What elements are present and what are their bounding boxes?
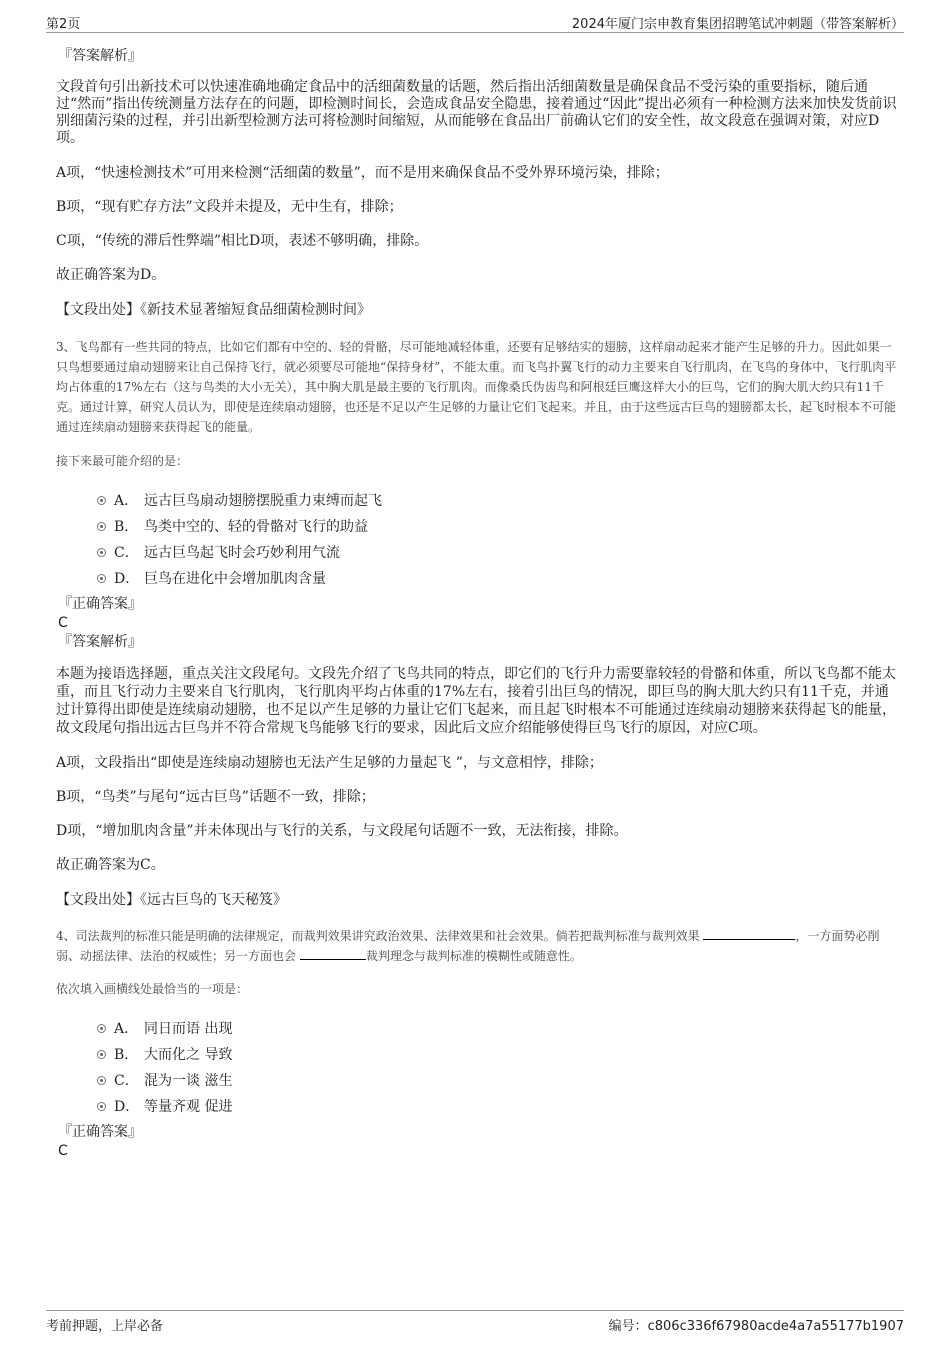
question-4-passage: 4、司法裁判的标准只能是明确的法律规定，而裁判效果讲究政治效果、法律效果和社会效果。倘若把裁判标准与裁判效果 ，一方面势必削弱、动摇法律、法治的权威性；另一方面也会 裁判理念与裁判标准的模糊性或随意性。 — [56, 929, 880, 963]
analysis-label: 『答案解析』 — [58, 48, 142, 64]
analysis-conclusion: 故正确答案为C。 — [56, 857, 165, 873]
radio-icon[interactable] — [97, 1024, 106, 1033]
page-number: 第2页 — [46, 17, 81, 32]
analysis-text: 文段首句引出新技术可以快速准确地确定食品中的活细菌数量的话题，然后指出活细菌数量是确保食品不受污染的重要指标，随后通过“然而”指出传统测量方法存在的问题，即检测时间长，会造成食品安全隐患，接着通过“因此”提出必须有一种检测方法来加快发货前识别细菌污染的过程，并引出新型检测方法可将检测时间缩短，从而能够在食品出厂前确认它们的安全性，故文段意在强调对策，对应D项。 — [56, 79, 897, 146]
fill-blank-2 — [300, 947, 366, 960]
question-3-prompt: 接下来最可能介绍的是： — [56, 454, 189, 468]
question-3-options — [56, 488, 900, 592]
analysis-label: 『答案解析』 — [58, 634, 142, 650]
analysis-item-a: A项，“快速检测技术”可用来检测“活细菌的数量”，而不是用来确保食品不受外界环境污染，排除； — [56, 165, 669, 181]
analysis-item-c: C项，“传统的滞后性弊端”相比D项，表述不够明确，排除。 — [56, 233, 429, 249]
question-3-passage: 3、飞鸟都有一些共同的特点，比如它们都有中空的、轻的骨骼，尽可能地减轻体重，还要有足够结实的翅膀，这样扇动起来才能产生足够的升力。因此如果一只鸟想要通过扇动翅膀来让自己保持飞行，就必须要尽可能地“保持身材”，不能太重。而飞鸟扑翼飞行的动力主要来自飞行肌肉，在飞鸟的身体中，飞行肌肉平均占体重的17%左右（这与鸟类的大小无关），其中胸大肌是最主要的飞行肌肉。而像桑氏伪齿鸟和阿根廷巨鹰这样大小的巨鸟，它们的胸大肌大约只有11千克。通过计算，研究人员认为，即使是连续扇动翅膀，也还是不足以产生足够的力量让它们飞起来。并且，由于这些远古巨鸟的翅膀都太长，起飞时根本不可能通过连续扇动翅膀来获得起飞的能量。 — [56, 340, 897, 434]
radio-icon[interactable] — [97, 1102, 106, 1111]
analysis-conclusion: 故正确答案为D。 — [56, 267, 166, 283]
option-b[interactable]: B． 鸟类中空的、轻的骨骼对飞行的助益 — [56, 514, 900, 540]
question-4-prompt: 依次填入画横线处最恰当的一项是： — [56, 982, 249, 996]
source-citation: 【文段出处】《新技术显著缩短食品细菌检测时间》 — [56, 302, 371, 318]
analysis-item-d: D项，“增加肌肉含量”并未体现出与飞行的关系，与文段尾句话题不一致，无法衔接，排除。 — [56, 823, 628, 839]
correct-answer: C — [58, 1143, 68, 1159]
document-title: 2024年厦门宗申教育集团招聘笔试冲刺题（带答案解析） — [571, 17, 904, 32]
document-body — [56, 46, 900, 1160]
source-citation: 【文段出处】《远古巨鸟的飞天秘笈》 — [56, 892, 287, 908]
fill-blank-1 — [703, 927, 795, 940]
correct-answer-label: 『正确答案』 — [58, 596, 142, 612]
radio-icon[interactable] — [97, 496, 106, 505]
option-c[interactable]: C． 远古巨鸟起飞时会巧妙利用气流 — [56, 540, 900, 566]
correct-answer: C — [58, 615, 68, 631]
option-a[interactable]: A． 远古巨鸟扇动翅膀摆脱重力束缚而起飞 — [56, 488, 900, 514]
analysis-item-a: A项，文段指出“即使是连续扇动翅膀也无法产生足够的力量起飞 ”，与文意相悖，排除； — [56, 755, 603, 771]
analysis-item-b: B项，“现有贮存方法”文段并未提及，无中生有，排除； — [56, 199, 403, 215]
page-header — [46, 8, 904, 33]
footer-slogan: 考前押题，上岸必备 — [46, 1319, 164, 1334]
option-a[interactable]: A． 同日而语 出现 — [56, 1016, 900, 1042]
option-d[interactable]: D． 等量齐观 促进 — [56, 1094, 900, 1120]
radio-icon[interactable] — [97, 1076, 106, 1085]
analysis-text: 本题为接语选择题，重点关注文段尾句。文段先介绍了飞鸟共同的特点，即它们的飞行升力需要靠较轻的骨骼和体重，所以飞鸟都不能太重，而且飞行动力主要来自飞行肌肉，飞行肌肉平均占体重的17%左右，接着引出巨鸟的情况，即巨鸟的胸大肌大约只有11千克，并通过计算得出即使是连续扇动翅膀，也不足以产生足够的力量让它们飞起来，而且起飞时根本不可能通过连续扇动翅膀来获得起飞的能量，故文段尾句指出远古巨鸟并不符合常规飞鸟能够飞行的要求，因此后文应介绍能够使得巨鸟飞行的原因，对应C项。 — [56, 666, 896, 736]
page-footer — [46, 1310, 904, 1337]
radio-icon[interactable] — [97, 522, 106, 531]
radio-icon[interactable] — [97, 548, 106, 557]
option-c[interactable]: C． 混为一谈 滋生 — [56, 1068, 900, 1094]
option-d[interactable]: D． 巨鸟在进化中会增加肌肉含量 — [56, 566, 900, 592]
question-4-options — [56, 1016, 900, 1120]
radio-icon[interactable] — [97, 1050, 106, 1059]
option-b[interactable]: B． 大而化之 导致 — [56, 1042, 900, 1068]
document-code: 编号：c806c336f67980acde4a7a55177b1907 — [608, 1319, 904, 1334]
analysis-item-b: B项，“鸟类”与尾句“远古巨鸟”话题不一致，排除； — [56, 789, 375, 805]
radio-icon[interactable] — [97, 574, 106, 583]
correct-answer-label: 『正确答案』 — [58, 1124, 142, 1140]
